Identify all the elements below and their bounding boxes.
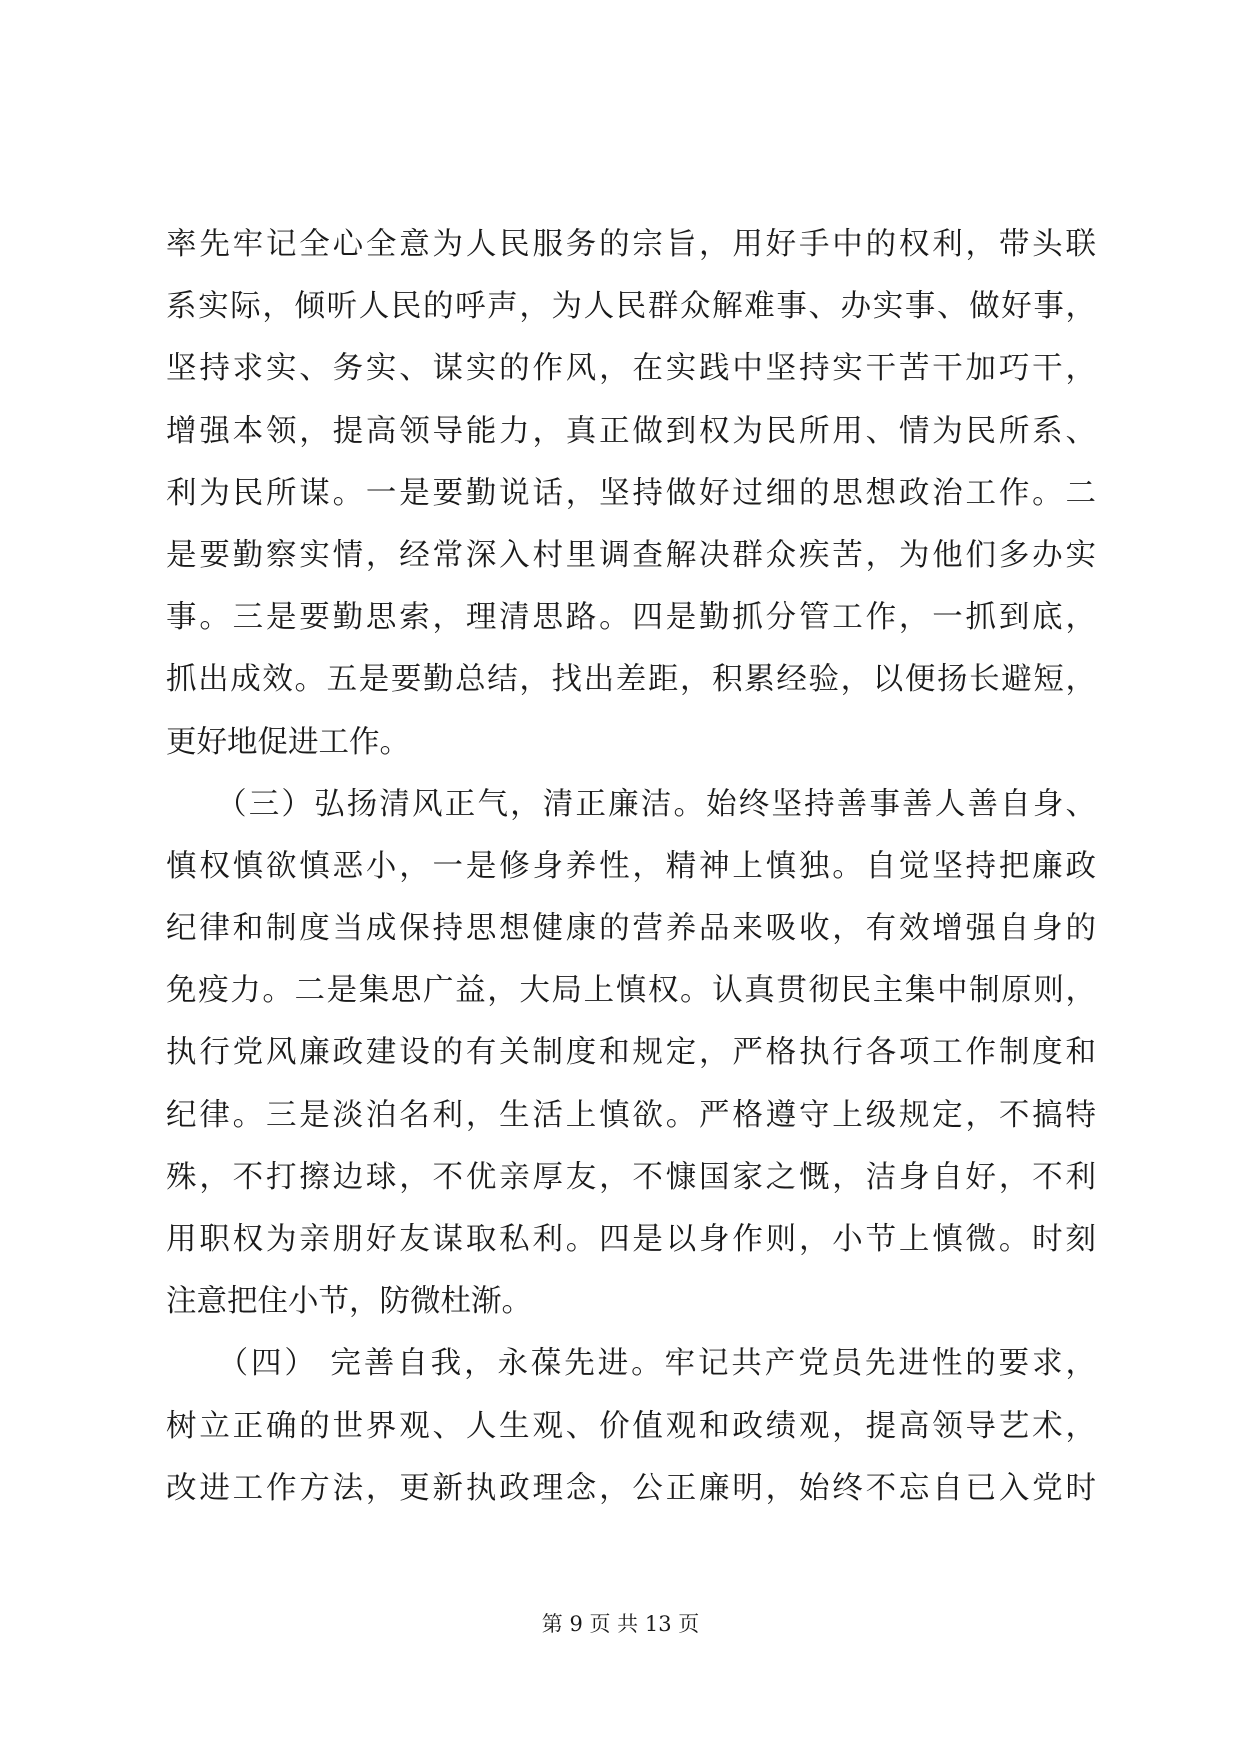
text-line: 更好地促进工作。 <box>166 724 410 760</box>
text-line: 纪律。三是淡泊名利，生活上慎欲。严格遵守上级规定，不搞特 <box>166 1097 1096 1133</box>
text-line: （四） 完善自我，永葆先进。牢记共产党员先进性的要求， <box>166 1346 1096 1382</box>
text-line: 率先牢记全心全意为人民服务的宗旨，用好手中的权利，带头联 <box>166 227 1096 262</box>
text-line: 免疫力。二是集思广益，大局上慎权。认真贯彻民主集中制原则， <box>166 973 1096 1009</box>
page-footer: 第 9 页 共 13 页 <box>541 1612 700 1636</box>
text-line: 注意把住小节，防微杜渐。 <box>166 1284 532 1320</box>
text-line: 系实际，倾听人民的呼声，为人民群众解难事、办实事、做好事， <box>166 289 1096 325</box>
text-line: 树立正确的世界观、人生观、价值观和政绩观，提高领导艺术， <box>166 1408 1096 1444</box>
text-line: 殊，不打擦边球，不优亲厚友，不慷国家之慨，洁身自好，不利 <box>166 1159 1096 1195</box>
text-line: 执行党风廉政建设的有关制度和规定，严格执行各项工作制度和 <box>166 1035 1096 1071</box>
text-line: 是要勤察实情，经常深入村里调查解决群众疾苦，为他们多办实 <box>166 537 1096 573</box>
text-line: （三）弘扬清风正气，清正廉洁。始终坚持善事善人善自身、 <box>166 786 1096 822</box>
text-line: 抓出成效。五是要勤总结，找出差距，积累经验，以便扬长避短， <box>166 662 1096 698</box>
text-line: 改进工作方法，更新执政理念，公正廉明，始终不忘自已入党时 <box>166 1470 1096 1506</box>
text-line: 增强本领，提高领导能力，真正做到权为民所用、情为民所系、 <box>166 413 1096 449</box>
body-text <box>166 228 1096 1534</box>
text-line: 利为民所谋。一是要勤说话，坚持做好过细的思想政治工作。二 <box>166 475 1096 511</box>
text-line: 用职权为亲朋好友谋取私利。四是以身作则，小节上慎微。时刻 <box>166 1222 1096 1257</box>
text-line: 慎权慎欲慎恶小，一是修身养性，精神上慎独。自觉坚持把廉政 <box>166 848 1096 884</box>
text-line: 坚持求实、务实、谋实的作风，在实践中坚持实干苦干加巧干， <box>166 351 1096 387</box>
text-line: 事。三是要勤思索，理清思路。四是勤抓分管工作，一抓到底， <box>166 600 1096 636</box>
text-line: 纪律和制度当成保持思想健康的营养品来吸收，有效增强自身的 <box>166 911 1096 947</box>
